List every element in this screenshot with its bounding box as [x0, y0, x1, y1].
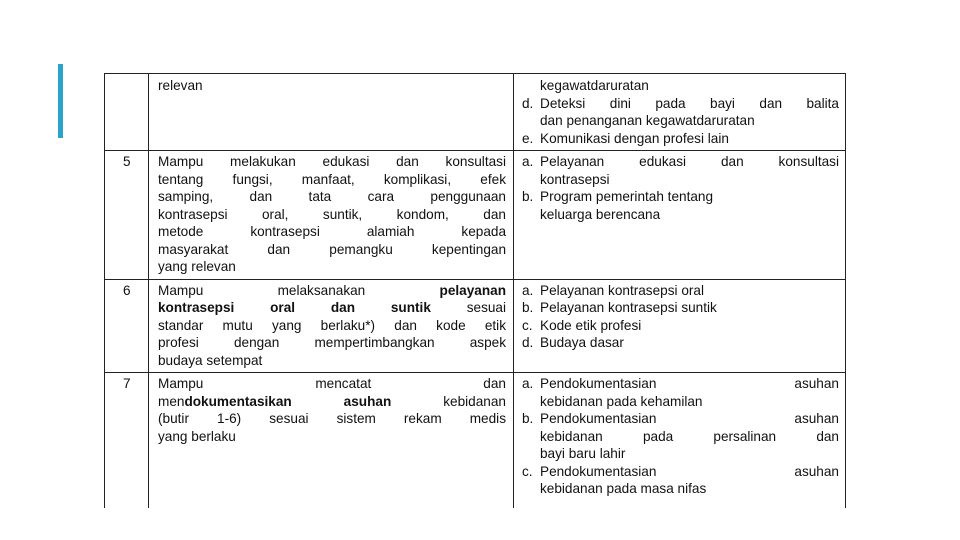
material-text: bayi baru lahir: [540, 446, 626, 461]
material-text-group: [540, 463, 839, 498]
competency-line: samping, dan tata cara penggunaan: [158, 189, 506, 204]
material-letter: c.: [522, 463, 533, 479]
competency-bold-text: kontrasepsi oral dan suntik: [158, 300, 431, 315]
material-text: Pelayanan edukasi dan konsultasi: [540, 154, 839, 169]
material-item: [522, 410, 839, 463]
material-cell: [514, 373, 846, 509]
material-item: [522, 112, 839, 130]
competency-line: kontrasepsi oral, suntik, kondom, dan: [158, 206, 506, 222]
material-letter: a.: [522, 154, 534, 169]
material-letter: b.: [522, 300, 534, 315]
competency-cell: [149, 373, 514, 509]
material-letter: a.: [522, 282, 534, 298]
material-text-group: [540, 375, 839, 410]
material-item: [522, 299, 839, 317]
material-letter: [522, 112, 540, 130]
accent-bar: [58, 64, 63, 138]
material-letter: e.: [522, 130, 534, 146]
material-text-group: [540, 410, 839, 463]
competency-text: sesuai: [466, 300, 507, 315]
competency-text: Mampu melaksanakan: [158, 282, 366, 298]
competency-bold-text: pelayanan: [439, 282, 507, 298]
material-text: kebidanan pada masa nifas: [540, 481, 707, 496]
competency-line: (butir 1-6) sesuai sistem rekam medis: [158, 411, 506, 426]
material-letter: d.: [522, 335, 534, 350]
material-item: [522, 130, 839, 148]
competency-line: budaya setempat: [158, 352, 263, 368]
competency-text: kebidanan: [443, 393, 506, 409]
competency-line: profesi dengan mempertimbangkan aspek: [158, 335, 506, 350]
table-row: [105, 151, 846, 280]
material-item: [522, 77, 839, 95]
material-item: [522, 317, 839, 335]
material-item: [522, 95, 839, 113]
material-text: Pelayanan kontrasepsi suntik: [540, 300, 717, 315]
material-item: [522, 282, 839, 300]
competency-text: men: [158, 393, 185, 409]
material-text-group: [540, 153, 839, 188]
material-text: Pendokumentasian asuhan: [540, 411, 839, 426]
material-text: dan penanganan kegawatdaruratan: [540, 113, 755, 128]
material-text: kegawatdaruratan: [540, 78, 649, 93]
competency-table-container: [104, 78, 845, 496]
material-letter: b.: [522, 189, 534, 204]
competency-line: [158, 393, 506, 411]
competency-cell: [149, 74, 514, 151]
material-text: Budaya dasar: [540, 335, 624, 350]
material-text: kontrasepsi: [540, 171, 610, 187]
material-text: Komunikasi dengan profesi lain: [540, 130, 729, 146]
material-item: [522, 334, 839, 352]
competency-line: yang relevan: [158, 259, 236, 274]
material-cell: [514, 279, 846, 373]
material-text: keluarga berencana: [540, 206, 661, 222]
number-cell: 5: [105, 151, 149, 280]
material-text: Kode etik profesi: [540, 317, 642, 333]
material-text: Pendokumentasian asuhan: [540, 376, 839, 391]
competency-line: yang berlaku: [158, 428, 236, 444]
material-item: [522, 153, 839, 188]
competency-line: [158, 282, 506, 300]
material-text-group: [540, 188, 839, 223]
competency-table: [104, 73, 846, 508]
material-text: kebidanan pada kehamilan: [540, 393, 703, 409]
competency-line: Mampu melakukan edukasi dan konsultasi: [158, 154, 506, 169]
number-cell: 7: [105, 373, 149, 509]
competency-line: Mampu mencatat dan: [158, 376, 506, 391]
table-row: [105, 74, 846, 151]
competency-cell: [149, 151, 514, 280]
competency-line: metode kontrasepsi alamiah kepada: [158, 224, 506, 239]
material-text: Deteksi dini pada bayi dan balita: [540, 95, 839, 111]
number-cell: [105, 74, 149, 151]
material-item: [522, 463, 839, 498]
table-row: [105, 279, 846, 373]
material-text: Pelayanan kontrasepsi oral: [540, 282, 704, 298]
number-cell: 6: [105, 279, 149, 373]
material-letter: a.: [522, 376, 534, 391]
material-letter: [522, 77, 540, 95]
competency-line: standar mutu yang berlaku*) dan kode etik: [158, 317, 506, 333]
material-cell: [514, 151, 846, 280]
material-text: Program pemerintah tentang: [540, 189, 714, 204]
competency-cell: [149, 279, 514, 373]
material-text: Pendokumentasian asuhan: [540, 463, 839, 479]
material-item: [522, 188, 839, 223]
material-letter: b.: [522, 411, 534, 426]
competency-line: [158, 299, 506, 317]
material-letter: d.: [522, 95, 534, 111]
table-row: [105, 373, 846, 509]
competency-line: tentang fungsi, manfaat, komplikasi, efek: [158, 171, 506, 187]
material-text: kebidanan pada persalinan dan: [540, 428, 839, 444]
material-letter: c.: [522, 317, 533, 333]
competency-bold-text: dokumentasikan asuhan: [184, 393, 392, 409]
material-item: [522, 375, 839, 410]
competency-line: masyarakat dan pemangku kepentingan: [158, 241, 506, 257]
material-cell: [514, 74, 846, 151]
competency-text: relevan: [158, 78, 203, 93]
